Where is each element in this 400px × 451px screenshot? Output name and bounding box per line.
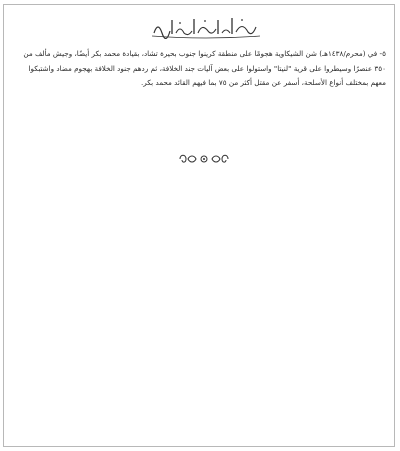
decorative-flourish-icon [176, 152, 232, 166]
calligraphy-logo-icon [150, 15, 262, 39]
document-page [3, 4, 395, 447]
article-paragraph: ٥- في (محرم/١٤٣٨هـ) شن الشيكاوية هجومًا على منطقة كرينوا جنوب بحيرة تشاد، بقيادة محمد بكر أيضًا، وجيش مألف من ٣٥٠ عنصرًا وسيطروا على قرية "لنيتا" واستولوا على بعض آليات جند الخلافة، ثم ردهم جنود الخلافة بهجوم مضاد واشتبكوا معهم بمختلف أنواع الأسلحة، أسفر عن مقتل أكثر من ٧٥ بما فيهم القائد محمد بكر. [23, 49, 386, 87]
calligraphy-header-logo [150, 15, 262, 39]
